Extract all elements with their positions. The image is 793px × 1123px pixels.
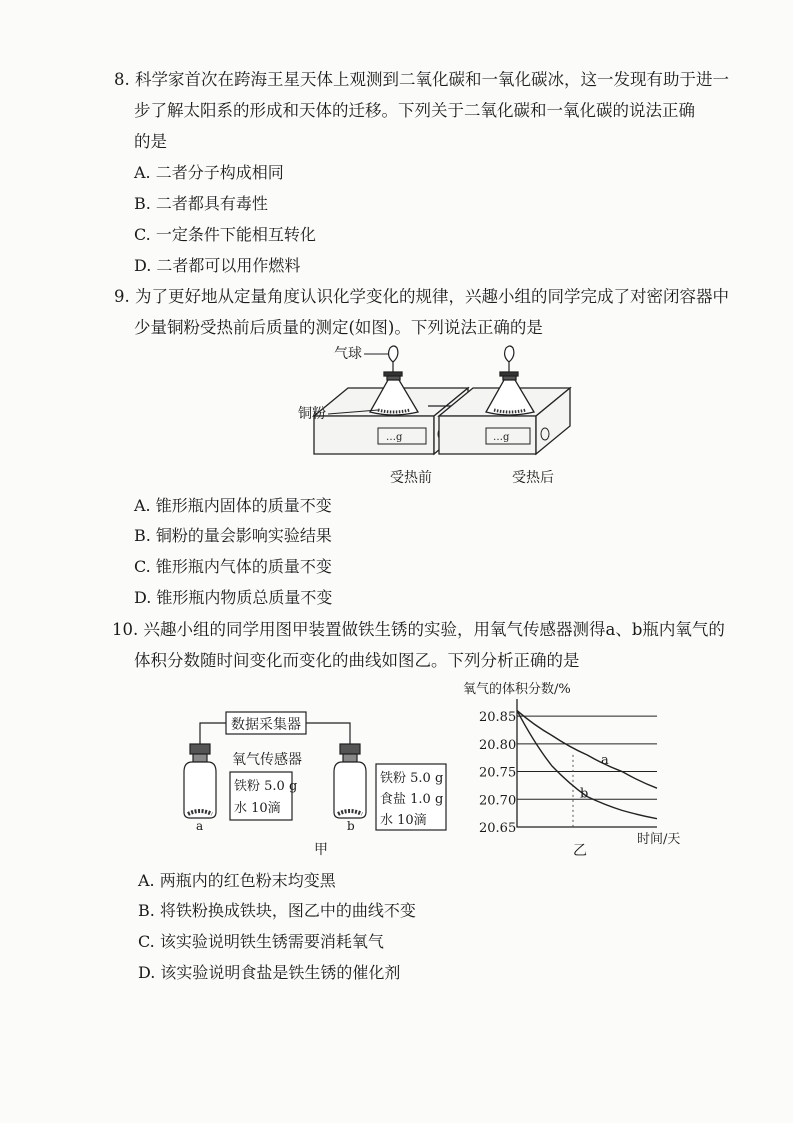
collector-label: 数据采集器 <box>231 717 301 733</box>
fig-jia <box>170 702 450 862</box>
chart-xlabel: 时间/天 <box>637 832 681 847</box>
q10-option-c: C. 该实验说明铁生锈需要消耗氧气 <box>138 932 384 951</box>
chart-ylabel: 氧气的体积分数/% <box>463 682 571 697</box>
caption-before: 受热前 <box>390 470 432 486</box>
box-b-line1: 铁粉 5.0 g <box>380 771 444 786</box>
chart-axes <box>517 699 657 827</box>
copper-label: 铜粉 <box>298 406 326 422</box>
q8-option-b: B. 二者都具有毒性 <box>134 194 268 213</box>
curve-b-label: b <box>580 786 589 802</box>
q10-line1: 10. 兴趣小组的同学用图甲装置做铁生锈的实验，用氧气传感器测得a、b瓶内氧气的 <box>112 620 725 639</box>
bottle-a <box>184 744 216 818</box>
q9-option-c: C. 锥形瓶内气体的质量不变 <box>134 557 332 576</box>
fig-yi-chart <box>455 675 705 865</box>
balloon-after <box>505 346 514 372</box>
bottle-a-label: a <box>196 819 204 833</box>
fig-yi-caption: 乙 <box>573 843 587 859</box>
chart-series-a <box>517 711 657 789</box>
display-before-text: …g <box>386 432 403 443</box>
fig-jia-caption: 甲 <box>314 842 328 858</box>
box-b-line2: 食盐 1.0 g <box>380 792 444 807</box>
chart-ytick-label: 20.80 <box>479 737 517 753</box>
box-b-line3: 水 10滴 <box>380 813 427 828</box>
bottle-b <box>334 744 366 818</box>
q10-option-b: B. 将铁粉换成铁块，图乙中的曲线不变 <box>138 901 416 920</box>
balloon-before <box>389 346 398 372</box>
q10-line2: 体积分数随时间变化而变化的曲线如图乙。下列分析正确的是 <box>134 651 580 670</box>
q8-line1: 8. 科学家首次在跨海王星天体上观测到二氧化碳和一氧化碳冰，这一发现有助于进一 <box>114 70 729 89</box>
chart-ytick-label: 20.85 <box>479 710 517 726</box>
caption-after: 受热后 <box>512 470 554 486</box>
q8-line3: 的是 <box>134 132 167 151</box>
q9-figure <box>290 342 580 490</box>
q8-option-d: D. 二者都可以用作燃料 <box>134 256 301 275</box>
q9-option-a: A. 锥形瓶内固体的质量不变 <box>134 496 332 515</box>
curve-a-label: a <box>601 753 609 768</box>
q9-line1: 9. 为了更好地从定量角度认识化学变化的规律，兴趣小组的同学完成了对密闭容器中 <box>114 287 729 306</box>
display-after-text: …g <box>493 432 510 443</box>
box-a-line1: 铁粉 5.0 g <box>234 779 298 794</box>
chart-ytick-label: 20.70 <box>479 793 517 809</box>
q8-line2: 步了解太阳系的形成和天体的迁移。下列关于二氧化碳和一氧化碳的说法正确 <box>134 101 695 120</box>
bottle-b-label: b <box>347 819 355 833</box>
q10-option-d: D. 该实验说明食盐是铁生锈的催化剂 <box>138 963 401 982</box>
q8-option-c: C. 一定条件下能相互转化 <box>134 225 316 244</box>
sensor-label: 氧气传感器 <box>232 752 302 768</box>
chart-ytick-label: 20.75 <box>479 765 517 781</box>
box-a-line2: 水 10滴 <box>234 801 281 816</box>
q10-option-a: A. 两瓶内的红色粉末均变黑 <box>138 871 336 890</box>
balloon-label: 气球 <box>334 346 362 362</box>
q9-option-d: D. 锥形瓶内物质总质量不变 <box>134 588 333 607</box>
q9-option-b: B. 铜粉的量会影响实验结果 <box>134 526 332 545</box>
q8-option-a: A. 二者分子构成相同 <box>134 163 284 182</box>
q9-line2: 少量铜粉受热前后质量的测定(如图)。下列说法正确的是 <box>134 318 543 337</box>
chart-ytick-label: 20.65 <box>479 821 517 836</box>
